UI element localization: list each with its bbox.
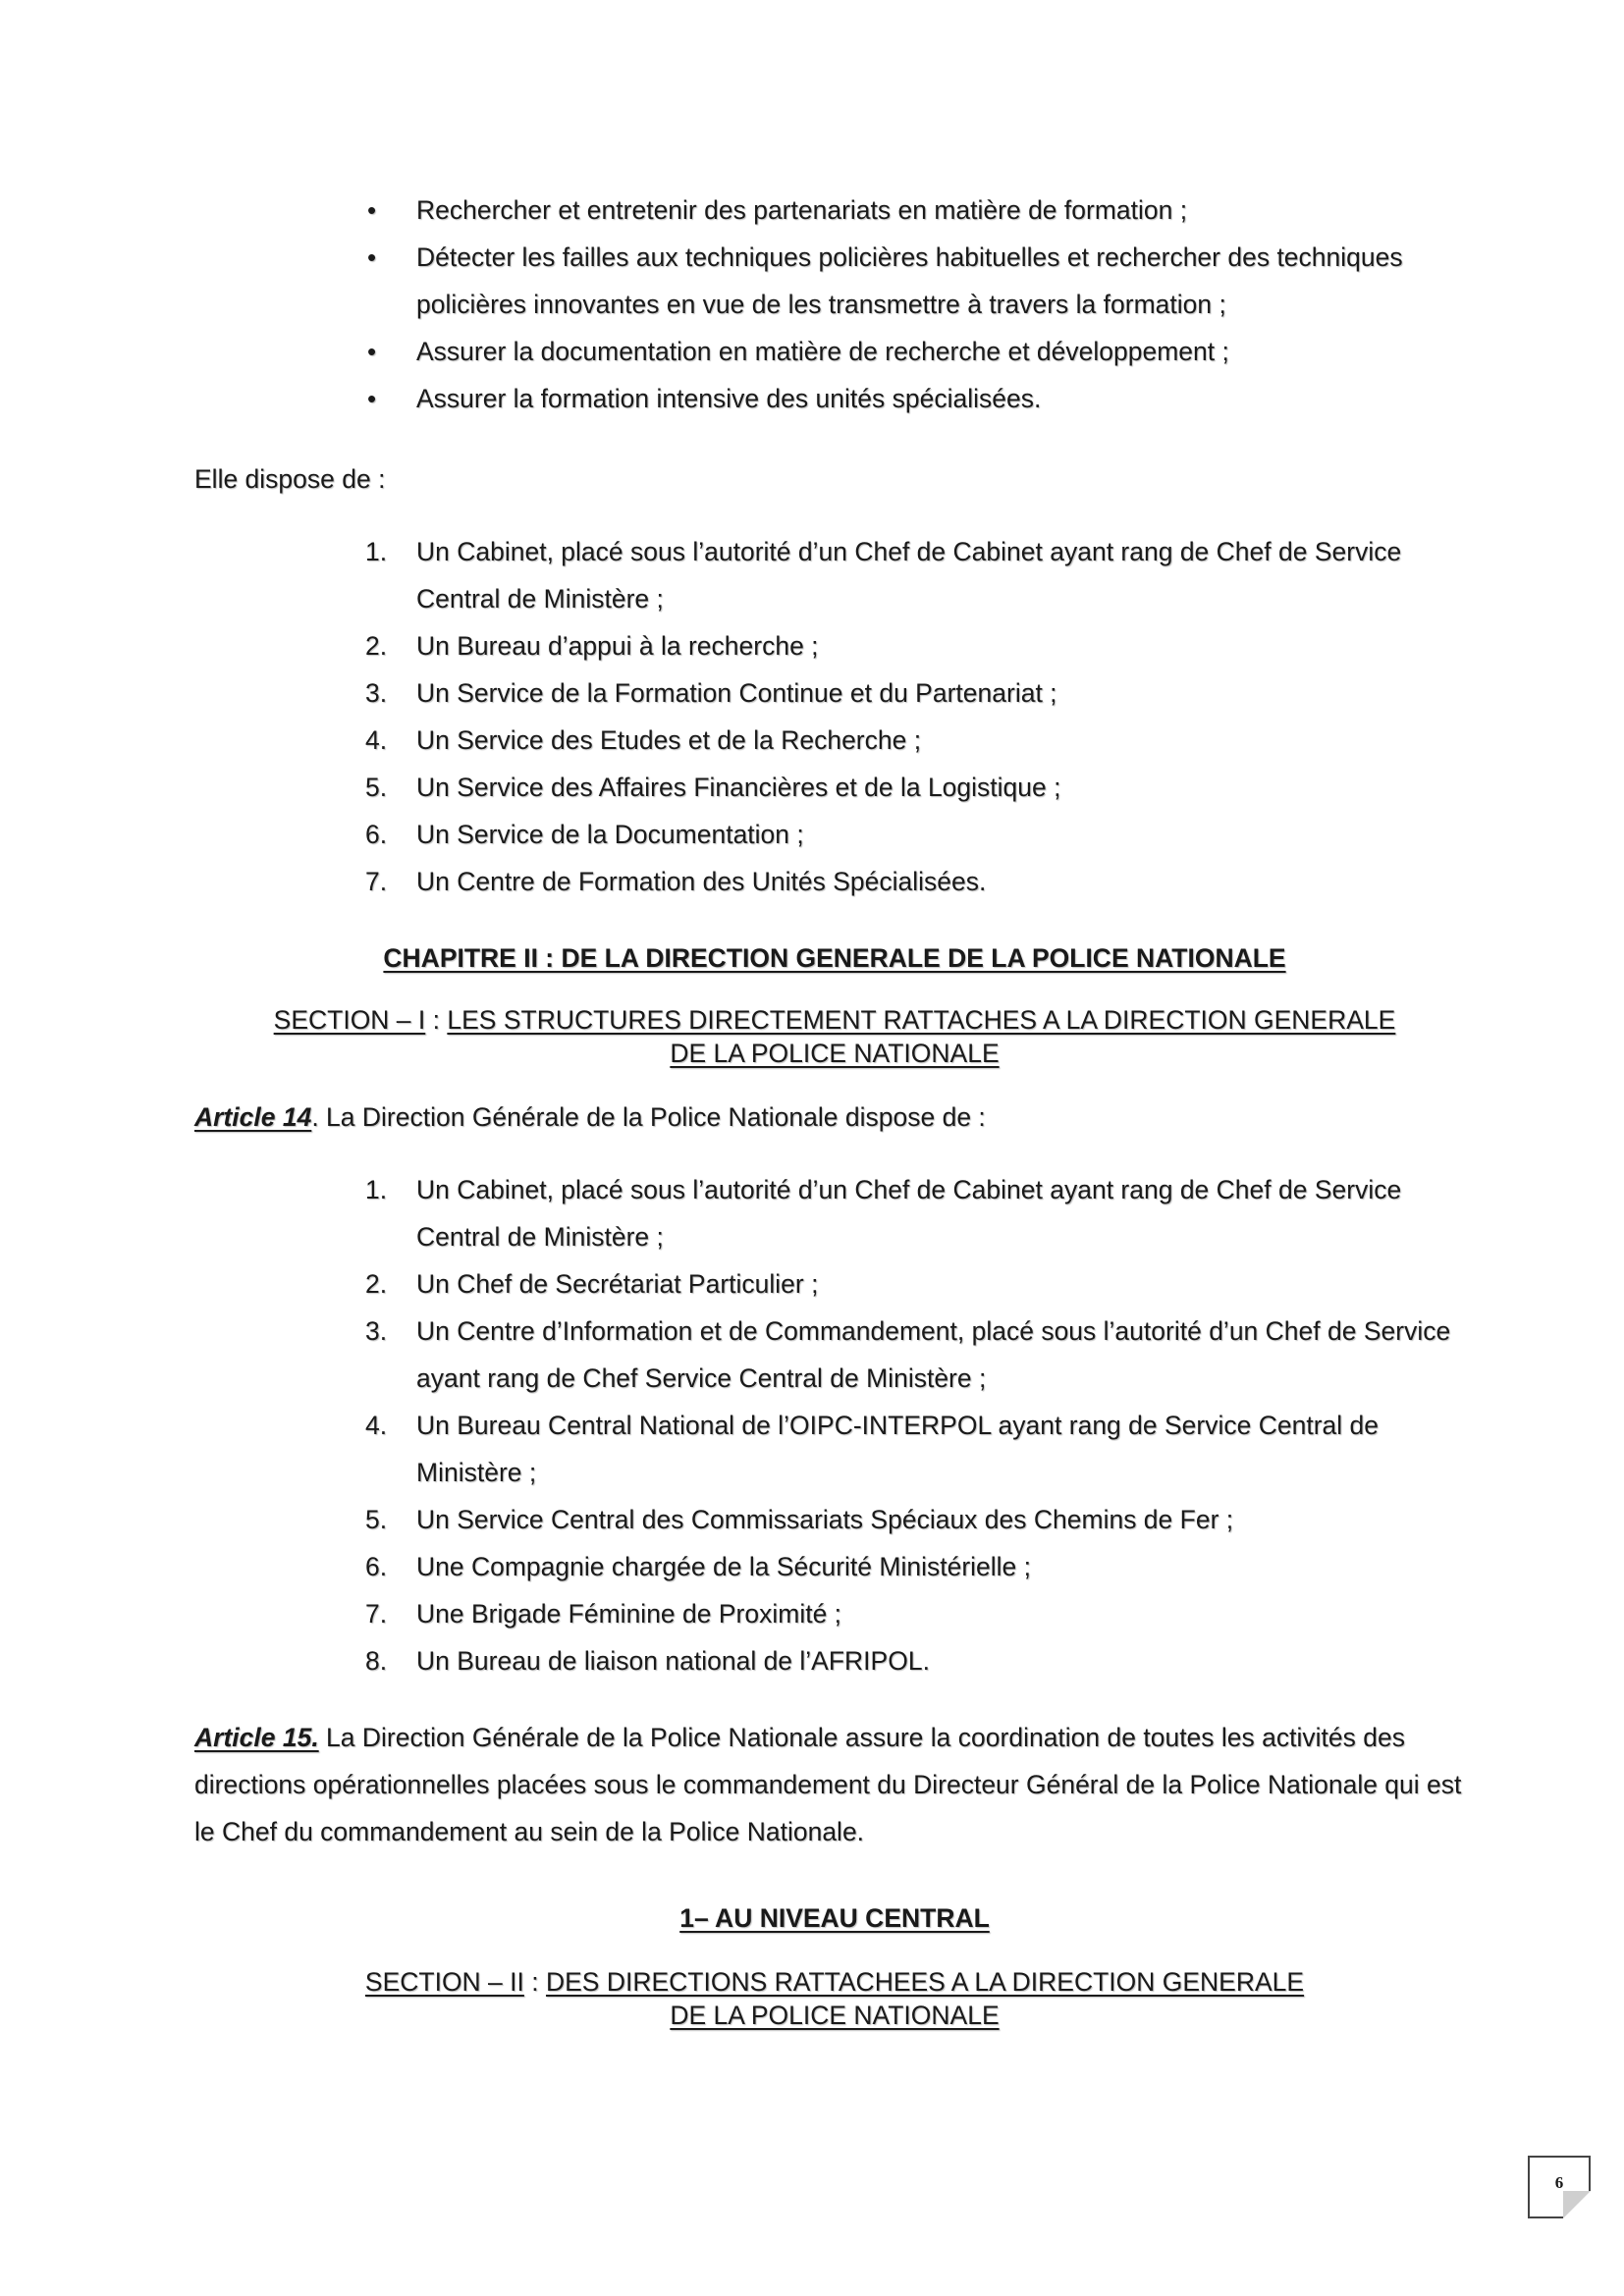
list-number: 3. [365, 1316, 388, 1346]
page-number: 6 [1528, 2156, 1591, 2218]
list-item [365, 764, 1475, 811]
section-label: SECTION – I [273, 1005, 426, 1035]
bullet-item: • Rechercher et entretenir des partenariats en matière de formation ; [365, 187, 1475, 234]
list-item [365, 1166, 1475, 1260]
list-item [365, 1308, 1475, 1402]
article-label: Article 14 [194, 1102, 312, 1132]
level-title: 1– AU NIVEAU CENTRAL [679, 1903, 990, 1933]
list-text: Un Service des Affaires Financières et de la Logistique ; [416, 773, 1061, 802]
list-text: Un Chef de Secrétariat Particulier ; [416, 1269, 819, 1299]
bullet-item: • Assurer la formation intensive des unités spécialisées. [365, 375, 1475, 422]
list-item [365, 622, 1475, 669]
list-text: Un Centre de Formation des Unités Spécialisées. [416, 867, 987, 896]
list-number: 4. [365, 725, 388, 755]
bullet-item: • Assurer la documentation en matière de recherche et développement ; [365, 328, 1475, 375]
list-number: 1. [365, 1175, 388, 1204]
article-text: La Direction Générale de la Police Nationale assure la coordination de toutes les activités des directions opérationnelles placées sous le commandement du Directeur Général de la Police Nationale qui est le Chef du commandement au sein de la Police Nationale. [194, 1723, 1462, 1846]
list-item [365, 717, 1475, 764]
list-number: 6. [365, 1552, 388, 1581]
section-1-heading [194, 1003, 1475, 1070]
list-number: 7. [365, 867, 388, 896]
list-text: Un Service des Etudes et de la Recherche ; [416, 725, 922, 755]
section-title: DES DIRECTIONS RATTACHEES A LA DIRECTION GENERALE [545, 1967, 1305, 1997]
list-number: 2. [365, 1269, 388, 1299]
bullet-item: • Détecter les failles aux techniques policières habituelles et rechercher des techniques policières innovantes en vue de les transmettre à travers la formation ; [365, 234, 1475, 328]
list-item [365, 1260, 1475, 1308]
list-item [365, 811, 1475, 858]
article-15 [194, 1714, 1475, 1855]
list-number: 6. [365, 820, 388, 849]
list-text: Un Service Central des Commissariats Spéciaux des Chemins de Fer ; [416, 1505, 1234, 1534]
list-number: 3. [365, 678, 388, 708]
list-number: 5. [365, 1505, 388, 1534]
list-item [365, 1637, 1475, 1684]
list-number: 1. [365, 537, 388, 566]
article-14 [194, 1094, 1475, 1141]
dispose-list [365, 528, 1475, 905]
section-title: DE LA POLICE NATIONALE [670, 1039, 1000, 1068]
list-text: Un Service de la Formation Continue et du Partenariat ; [416, 678, 1057, 708]
section-separator: : [523, 1967, 546, 1997]
section-label: SECTION – II [364, 1967, 524, 1997]
list-number: 8. [365, 1646, 388, 1676]
list-number: 5. [365, 773, 388, 802]
list-number: 2. [365, 631, 388, 661]
article-text: . La Direction Générale de la Police Nationale dispose de : [311, 1102, 986, 1132]
section-title: LES STRUCTURES DIRECTEMENT RATTACHES A LA DIRECTION GENERALE [447, 1005, 1396, 1035]
list-text: Une Brigade Féminine de Proximité ; [416, 1599, 842, 1629]
list-text: Une Compagnie chargée de la Sécurité Ministérielle ; [416, 1552, 1032, 1581]
list-text: Un Bureau d’appui à la recherche ; [416, 631, 819, 661]
list-text: Un Service de la Documentation ; [416, 820, 804, 849]
list-text: Un Cabinet, placé sous l’autorité d’un Chef de Cabinet ayant rang de Chef de Service Central de Ministère ; [416, 1175, 1402, 1252]
chapter-title: CHAPITRE II : DE LA DIRECTION GENERALE DE LA POLICE NATIONALE [383, 943, 1286, 973]
list-item [365, 858, 1475, 905]
list-text: Un Cabinet, placé sous l’autorité d’un Chef de Cabinet ayant rang de Chef de Service Central de Ministère ; [416, 537, 1402, 614]
article-14-list [365, 1166, 1475, 1684]
list-number: 7. [365, 1599, 388, 1629]
list-item [365, 1590, 1475, 1637]
elle-dispose-text: Elle dispose de : [194, 464, 386, 494]
list-text: Un Bureau Central National de l’OIPC-INTERPOL ayant rang de Service Central de Ministère ; [416, 1411, 1379, 1487]
bullet-list [365, 187, 1475, 422]
list-item [365, 1402, 1475, 1496]
list-item [365, 1496, 1475, 1543]
list-text: Un Bureau de liaison national de l’AFRIPOL. [416, 1646, 930, 1676]
list-item [365, 1543, 1475, 1590]
list-number: 4. [365, 1411, 388, 1440]
list-item [365, 669, 1475, 717]
section-2-heading [194, 1965, 1475, 2032]
list-text: Un Centre d’Information et de Commandement, placé sous l’autorité d’un Chef de Service ayant rang de Chef Service Central de Ministère ; [416, 1316, 1451, 1393]
section-separator: : [425, 1005, 448, 1035]
list-item [365, 528, 1475, 622]
section-title: DE LA POLICE NATIONALE [670, 2001, 1000, 2030]
article-label: Article 15. [194, 1723, 319, 1752]
